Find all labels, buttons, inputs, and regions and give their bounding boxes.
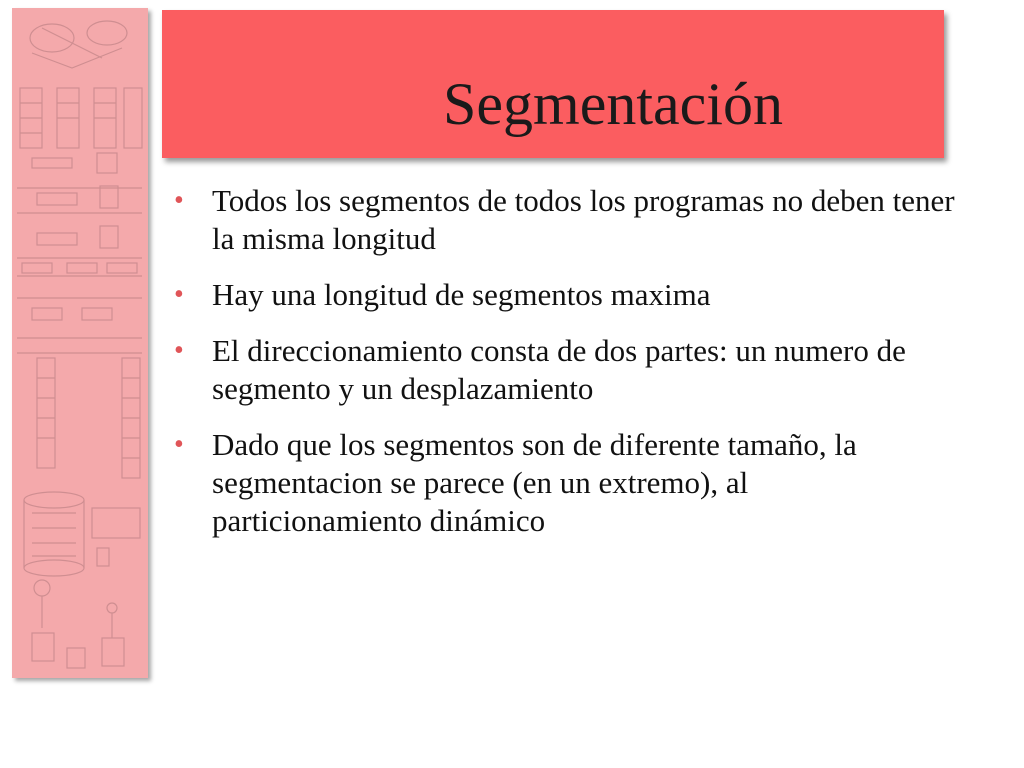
bullet-list bbox=[170, 182, 960, 558]
bullet-marker: • bbox=[174, 335, 184, 366]
bullet-text: Hay una longitud de segmentos maxima bbox=[212, 277, 711, 312]
bullet-marker: • bbox=[174, 429, 184, 460]
slide-title: Segmentación bbox=[443, 71, 783, 137]
bullet-item bbox=[170, 182, 960, 258]
bullet-text: Todos los segmentos de todos los programas no deben tener la misma longitud bbox=[212, 183, 955, 256]
bullet-text: Dado que los segmentos son de diferente tamaño, la segmentacion se parece (en un extremo), al particionamiento dinámico bbox=[212, 427, 857, 538]
bullet-item bbox=[170, 276, 960, 314]
decorative-diagram-strip bbox=[12, 8, 148, 678]
bullet-item bbox=[170, 332, 960, 408]
bullet-item bbox=[170, 426, 960, 540]
bullet-text: El direccionamiento consta de dos partes: un numero de segmento y un desplazamiento bbox=[212, 333, 906, 406]
bullet-marker: • bbox=[174, 185, 184, 216]
faded-diagram-image bbox=[12, 8, 148, 678]
title-banner bbox=[162, 10, 944, 158]
bullet-marker: • bbox=[174, 279, 184, 310]
